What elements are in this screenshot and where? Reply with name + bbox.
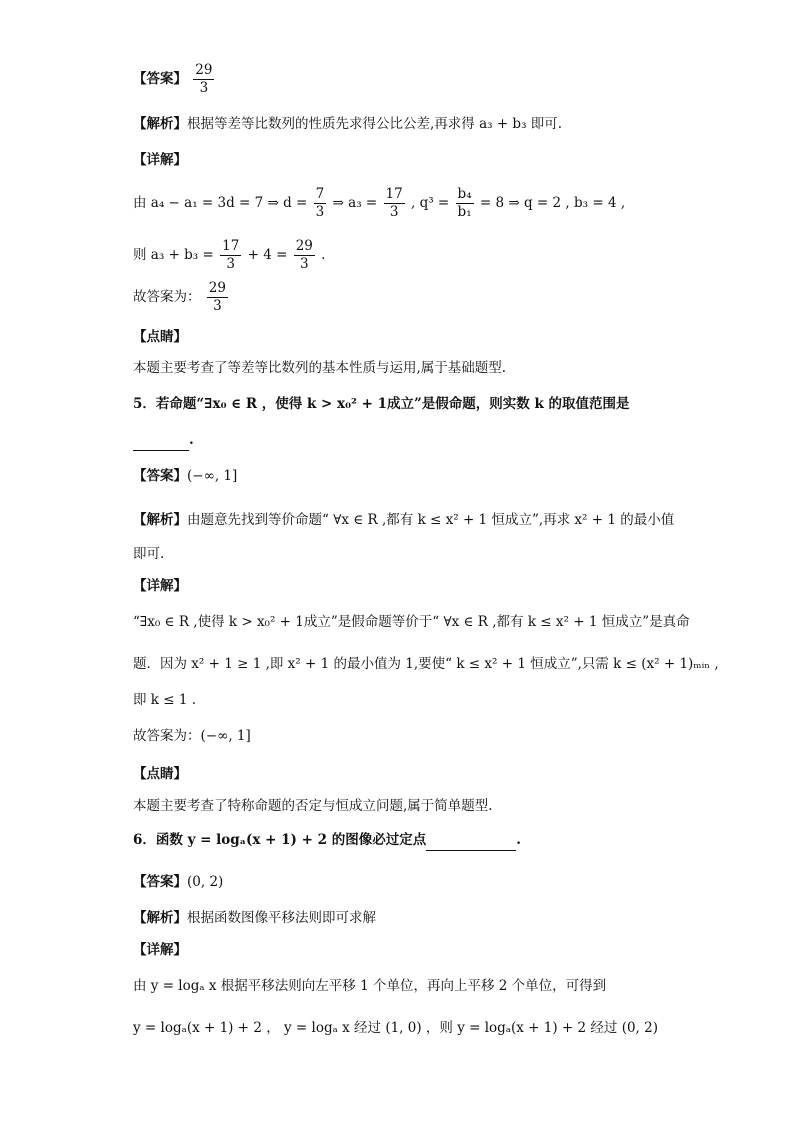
q4-detail-tag: 【详解】: [133, 152, 187, 168]
final-fraction: $\frac{29}{3}$: [208, 280, 226, 314]
q5-question-line2: .: [133, 430, 194, 451]
analysis-text: 根据等差等比数列的性质先求得公比公差,再求得 a₃ + b₃ 即可.: [187, 116, 563, 132]
q4-answer-line: [133, 62, 216, 97]
q5-detail-line3: 即 k ≤ 1 .: [133, 692, 197, 708]
q6-question: 6．函数 y = logₐ(x + 1) + 2 的图像必过定点 .: [133, 830, 521, 851]
analysis-tag: 【解析】: [133, 116, 187, 132]
q5-comment-tag: 【点睛】: [133, 766, 187, 782]
q4-detail-line1: 由 a₄ − a₁ = 3d = 7 ⇒ d = $\frac{7}{3}$ ⇒ a₃ = $\frac{17}{3}$ , q³ = $\frac{\text{b₄}}{\text{b₁}}$ = 8 ⇒ q = 2 , b₃ = 4 ,: [133, 186, 626, 220]
q5-detail-tag: 【详解】: [133, 578, 187, 594]
q5-comment-text: 本题主要考查了特称命题的否定与恒成立问题,属于简单题型.: [133, 798, 493, 814]
fraction-29-3: $\frac{29}{3}$: [295, 238, 313, 272]
q6-analysis-line: 【解析】根据函数图像平移法则即可求解: [133, 910, 376, 926]
q5-final-answer: 故答案为：(−∞, 1]: [133, 728, 251, 744]
q4-final-answer: 故答案为： $\frac{29}{3}$: [133, 280, 226, 314]
fraction-17-3: $\frac{17}{3}$: [222, 238, 240, 272]
q4-detail-line2: 则 a₃ + b₃ = $\frac{17}{3}$ + 4 = $\frac{29}{3}$ .: [133, 238, 326, 272]
fraction-7-3: $\frac{7}{3}$: [315, 186, 325, 220]
q4-comment-tag: 【点睛】: [133, 329, 187, 345]
q5-detail-line1: “∃x₀ ∈ R ,使得 k > x₀² + 1成立”是假命题等价于“ ∀x ∈ R ,都有 k ≤ x² + 1 恒成立”是真命: [133, 614, 690, 630]
answer-blank: [426, 830, 516, 851]
q6-detail-line1: 由 y = logₐ x 根据平移法则向左平移 1 个单位，再向上平移 2 个单位，可得到: [133, 978, 607, 994]
q6-detail-tag: 【详解】: [133, 942, 187, 958]
answer-value: (−∞, 1]: [187, 468, 238, 484]
q6-detail-line2: y = logₐ(x + 1) + 2 ， y = logₐ x 经过 (1, 0) ，则 y = logₐ(x + 1) + 2 经过 (0, 2): [133, 1020, 658, 1036]
fraction-b4-b1: $\frac{\text{b₄}}{\text{b₁}}$: [457, 186, 472, 220]
q5-analysis-line1: 【解析】由题意先找到等价命题“ ∀x ∈ R ,都有 k ≤ x² + 1 恒成立”,再求 x² + 1 的最小值: [133, 512, 675, 528]
answer-fraction: $\frac{29}{3}$: [195, 62, 213, 96]
answer-value: (0, 2): [187, 874, 224, 890]
fraction-17-3: $\frac{17}{3}$: [385, 186, 403, 220]
q4-comment-text: 本题主要考查了等差等比数列的基本性质与运用,属于基础题型.: [133, 360, 507, 376]
answer-blank: [133, 430, 189, 451]
answer-tag: 【答案】: [133, 71, 187, 87]
q5-answer-line: 【答案】(−∞, 1]: [133, 468, 238, 484]
q4-analysis-line: [133, 114, 562, 134]
q5-analysis-line2: 即可.: [133, 546, 165, 562]
q5-detail-line2: 题．因为 x² + 1 ≥ 1 ,即 x² + 1 的最小值为 1,要使“ k ≤ x² + 1 恒成立”,只需 k ≤ (x² + 1)ₘᵢₙ ,: [133, 656, 719, 672]
q6-answer-line: 【答案】(0, 2): [133, 874, 224, 890]
q5-question-line1: 5．若命题“∃x₀ ∈ R ，使得 k > x₀² + 1成立”是假命题，则实数 k 的取值范围是: [133, 396, 630, 412]
